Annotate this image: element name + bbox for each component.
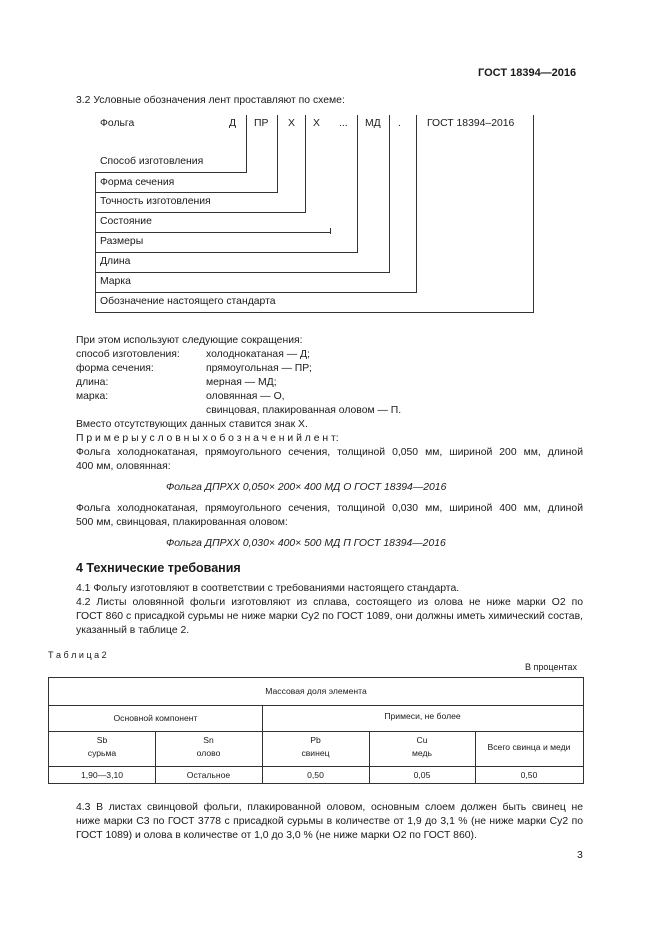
example1-text-line1: Фольга холоднокатаная, прямоугольного сечения, толщиной 0,050 мм, шириной 200 мм, длиной xyxy=(76,447,583,458)
scheme-line-grade: Марка xyxy=(100,276,131,287)
abbr-value-length: мерная — МД; xyxy=(206,377,277,388)
scheme-left-bracket xyxy=(95,172,96,312)
paragraph-4-1: 4.1 Фольгу изготовляют в соответствии с требованиями настоящего стандарта. xyxy=(76,583,460,594)
col-cu-name: медь xyxy=(412,748,432,758)
abbr-term-grade: марка: xyxy=(76,391,109,402)
scheme-vline-5 xyxy=(357,115,358,252)
table-rule-3 xyxy=(49,766,583,767)
example2-text-line1: Фольга холоднокатаная, прямоугольного сечения, толщиной 0,030 мм, шириной 400 мм, длиной xyxy=(76,503,583,514)
section-4-heading: 4 Технические требования xyxy=(76,561,241,575)
scheme-hline-7 xyxy=(95,292,417,293)
col-pb-name: свинец xyxy=(301,748,330,758)
clause-3-2-intro: 3.2 Условные обозначения лент проставляют по схеме: xyxy=(76,95,345,106)
scheme-vline-8 xyxy=(533,115,534,312)
table-2 xyxy=(48,677,584,784)
scheme-vline-7 xyxy=(416,115,417,292)
scheme-code-x1: Х xyxy=(288,118,295,129)
scheme-hline-5 xyxy=(95,252,358,253)
table-group-impurity: Примеси, не более xyxy=(384,711,461,721)
abbr-value-section: прямоугольная — ПР; xyxy=(206,363,312,374)
scheme-hline-8 xyxy=(95,312,534,313)
paragraph-4-2-line3: указанный в таблице 2. xyxy=(76,625,190,636)
abbr-term-method: способ изготовления: xyxy=(76,349,180,360)
scheme-code-x2: Х xyxy=(313,118,320,129)
scheme-vline-1 xyxy=(246,115,247,172)
document-code: ГОСТ 18394—2016 xyxy=(478,67,577,79)
col-cu-symbol: Cu xyxy=(416,735,428,745)
scheme-line-standard: Обозначение настоящего стандарта xyxy=(100,296,276,307)
scheme-line-accuracy: Точность изготовления xyxy=(100,196,211,207)
scheme-line-condition: Состояние xyxy=(100,216,152,227)
abbr-term-section: форма сечения: xyxy=(76,363,154,374)
scheme-code-d: Д xyxy=(229,118,237,129)
paragraph-4-2-line1: 4.2 Листы оловянной фольги изготовляют из сплава, состоящего из олова не ниже марки О2 по xyxy=(76,597,583,608)
scheme-hline-6 xyxy=(95,272,390,273)
example2-text-line2: 500 мм, свинцовая, плакированная оловом: xyxy=(76,517,288,528)
table-rule-1 xyxy=(49,705,583,706)
col-sn-name: олово xyxy=(196,748,221,758)
scheme-head-label: Фольга xyxy=(100,118,135,129)
scheme-vline-4 xyxy=(330,228,331,234)
scheme-vline-3 xyxy=(305,115,306,212)
scheme-vline-2 xyxy=(277,115,278,192)
table-rule-2 xyxy=(49,731,583,732)
scheme-vline-6 xyxy=(389,115,390,272)
scheme-standard: ГОСТ 18394–2016 xyxy=(427,118,515,129)
paragraph-4-2-line2: ГОСТ 860 с присадкой сурьмы не ниже марки Су2 по ГОСТ 1089, они должны иметь химический состав, xyxy=(76,611,583,622)
scheme-hline-2 xyxy=(95,192,278,193)
table-row-sb: 1,90—3,10 xyxy=(80,770,124,780)
scheme-code-dot: . xyxy=(398,118,401,129)
col-total-name: Всего свинца и меди xyxy=(487,742,571,752)
examples-heading: П р и м е р ы у с л о в н ы х о б о з н а ч е н и й л е н т: xyxy=(76,433,339,444)
abbreviations-intro: При этом используют следующие сокращения: xyxy=(76,335,303,346)
scheme-code-dots: ... xyxy=(339,118,348,129)
scheme-line-dimensions: Размеры xyxy=(100,236,144,247)
scheme-line-section: Форма сечения xyxy=(100,177,175,188)
example2-designation: Фольга ДПРХХ 0,030× 400× 500 МД П ГОСТ 18394—2016 xyxy=(166,538,446,549)
abbr-term-length: длина: xyxy=(76,377,109,388)
table-row-total: 0,50 xyxy=(520,770,538,780)
paragraph-4-3-line1: 4.3 В листах свинцовой фольги, плакированной оловом, основным слоем должен быть свинец не xyxy=(76,802,583,813)
example1-designation: Фольга ДПРХХ 0,050× 200× 400 МД О ГОСТ 18394—2016 xyxy=(166,482,447,493)
scheme-hline-4 xyxy=(95,232,331,233)
example1-text-line2: 400 мм, оловянная: xyxy=(76,461,171,472)
scheme-code-pr: ПР xyxy=(254,118,269,129)
abbr-value-grade-o: оловянная — О, xyxy=(206,391,285,402)
missing-data-note: Вместо отсутствующих данных ставится знак Х. xyxy=(76,419,308,430)
table-caption: Т а б л и ц а 2 xyxy=(48,650,107,660)
col-sb-name: сурьма xyxy=(87,748,117,758)
col-sb-symbol: Sb xyxy=(96,735,108,745)
scheme-hline-3 xyxy=(95,212,306,213)
paragraph-4-3-line2: ниже марки С3 по ГОСТ 3778 с присадкой сурьмы в количестве от 1,9 до 3,1 % (не ниже марки Су2 по xyxy=(76,816,583,827)
scheme-hline-1 xyxy=(95,172,247,173)
scheme-line-method: Способ изготовления xyxy=(100,156,204,167)
table-row-cu: 0,05 xyxy=(413,770,431,780)
col-sn-symbol: Sn xyxy=(203,735,214,745)
abbr-value-method: холоднокатаная — Д; xyxy=(206,349,310,360)
paragraph-4-3-line3: ГОСТ 1089) и олова в количестве от 1,0 до 3,0 % (не ниже марки О2 по ГОСТ 860). xyxy=(76,830,477,841)
col-pb-symbol: Pb xyxy=(310,735,321,745)
table-row-sn: Остальное xyxy=(186,770,231,780)
scheme-line-length: Длина xyxy=(100,256,131,267)
scheme-code-md: МД xyxy=(365,118,381,129)
page-number: 3 xyxy=(577,850,583,861)
abbr-value-grade-p: свинцовая, плакированная оловом — П. xyxy=(206,405,402,416)
table-group-main: Основной компонент xyxy=(113,713,198,723)
table-units: В процентах xyxy=(525,662,577,672)
table-header-top: Массовая доля элемента xyxy=(265,686,367,696)
table-row-pb: 0,50 xyxy=(307,770,324,780)
